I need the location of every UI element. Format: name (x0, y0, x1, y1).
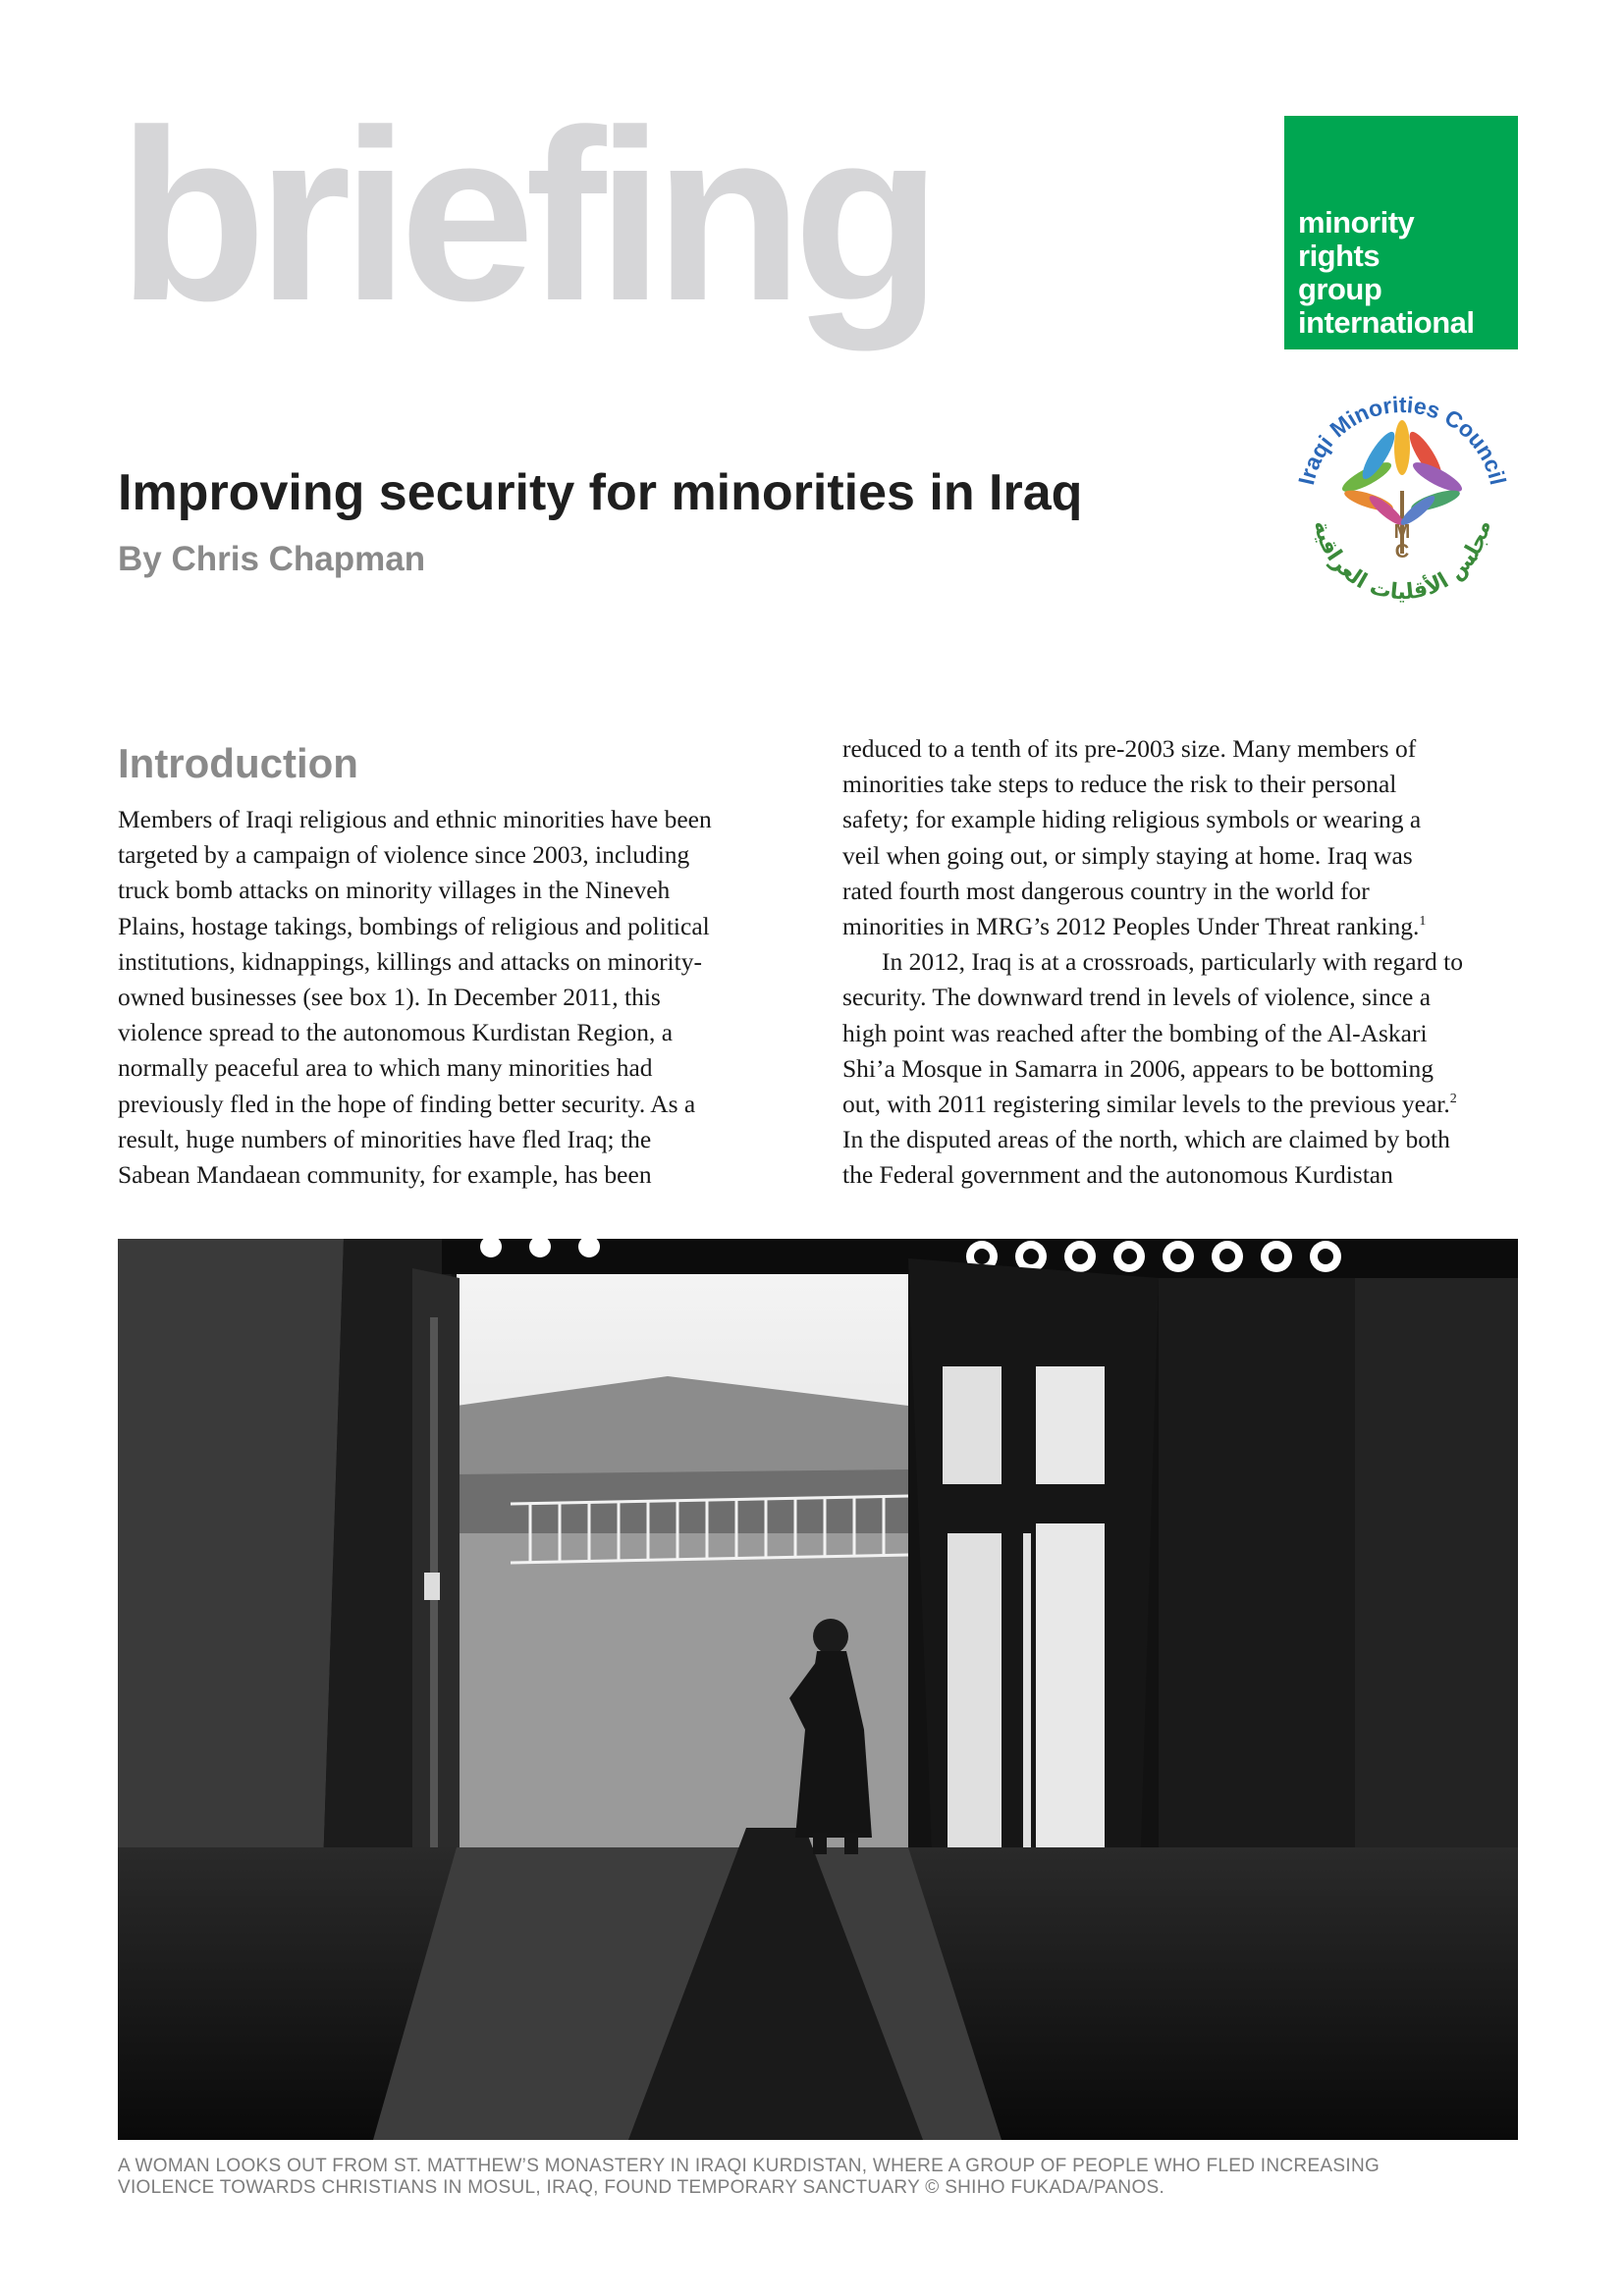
page-title: Improving security for minorities in Iraq (118, 464, 1083, 521)
caption-line: A WOMAN LOOKS OUT FROM ST. MATTHEW’S MONASTERY IN IRAQI KURDISTAN, WHERE A GROUP OF PEOPLE WHO FLED INCREASING (118, 2156, 1380, 2176)
text-line: Members of Iraqi religious and ethnic minorities have been (118, 805, 712, 833)
left-column-text (118, 802, 795, 1193)
mrg-logo-line: group (1298, 272, 1382, 306)
text-line: Shi’a Mosque in Samarra in 2006, appears to be bottoming (842, 1053, 1434, 1083)
text-line: the Federal government and the autonomous Kurdistan (842, 1160, 1393, 1190)
caption-line: VIOLENCE TOWARDS CHRISTIANS IN MOSUL, IRAQ, FOUND TEMPORARY SANCTUARY © SHIHO FUKADA/PANOS. (118, 2177, 1165, 2198)
text-line: owned businesses (see box 1). In December 2011, this (118, 983, 661, 1012)
imc-initial: M (1393, 521, 1411, 543)
text-line: high point was reached after the bombing of the Al-Askari (842, 1018, 1428, 1047)
text-line: violence spread to the autonomous Kurdistan Region, a (118, 1018, 674, 1047)
mrg-logo-line: minority (1298, 205, 1415, 240)
text-line: Sabean Mandaean community, for example, has been (118, 1160, 652, 1190)
footnote-marker: 2 (1449, 1092, 1457, 1107)
text-line-with-footnote (842, 1087, 1520, 1122)
imc-initial: C (1394, 541, 1410, 562)
intro-paragraph (118, 802, 795, 1193)
text-line: In 2012, Iraq is at a crossroads, particularly with regard to (882, 947, 1463, 977)
right-column-text (842, 731, 1520, 1194)
text-line: result, huge numbers of minorities have fled Iraq; the (118, 1124, 652, 1153)
text-line: safety; for example hiding religious symbols or wearing a (842, 805, 1422, 834)
imc-logo-title: Iraqi Minorities Council (1293, 392, 1511, 488)
photo-caption (118, 2156, 1518, 2199)
mrg-logo-line: rights (1298, 239, 1380, 273)
text-line: reduced to a tenth of its pre-2003 size. Many members of (842, 734, 1417, 763)
byline: By Chris Chapman (118, 540, 426, 578)
mrg-logo (1284, 116, 1518, 349)
text-line: In the disputed areas of the north, which are claimed by both (842, 1125, 1450, 1154)
text-line-with-footnote (842, 909, 1520, 944)
crossroads-paragraph (842, 944, 1520, 1193)
imc-logo (1284, 375, 1520, 611)
text-line: minorities in MRG’s 2012 Peoples Under Threat ranking. (842, 912, 1420, 941)
photo-woman-in-doorway (118, 1239, 1518, 2140)
footnote-marker: 1 (1419, 914, 1427, 930)
text-line: rated fourth most dangerous country in the world for (842, 876, 1370, 905)
imc-initial: I (1399, 502, 1405, 523)
text-line: out, with 2011 registering similar levels to the previous year. (842, 1090, 1450, 1119)
text-line: institutions, kidnappings, killings and attacks on minority- (118, 946, 702, 976)
masthead-briefing: briefing (118, 79, 933, 351)
text-line: truck bomb attacks on minority villages in the Nineveh (118, 876, 671, 905)
text-line: veil when going out, or simply staying at home. Iraq was (842, 840, 1413, 870)
text-line: minorities take steps to reduce the risk to their personal (842, 770, 1397, 799)
imc-logo-arabic: مجلس الأقليات العراقية (1308, 518, 1496, 606)
mrg-logo-line: international (1298, 305, 1475, 340)
text-line: Plains, hostage takings, bombings of religious and political (118, 911, 710, 940)
text-line: normally peaceful area to which many minorities had (118, 1053, 653, 1083)
intro-paragraph-continued (842, 731, 1520, 944)
text-line: previously fled in the hope of finding better security. As a (118, 1089, 696, 1118)
text-line: security. The downward trend in levels of violence, since a (842, 983, 1432, 1012)
section-heading-introduction: Introduction (118, 740, 358, 786)
text-line: targeted by a campaign of violence since 2003, including (118, 840, 690, 870)
